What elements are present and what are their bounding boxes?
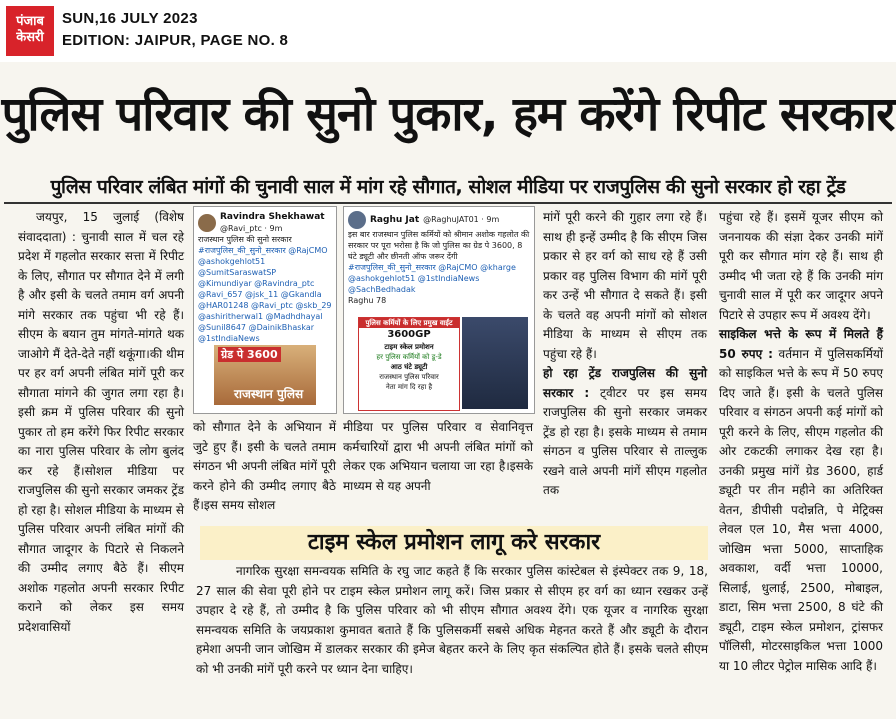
article-column-2 — [193, 418, 336, 516]
tweet-author: Raghu Jat — [370, 215, 420, 225]
article-column-5 — [719, 208, 883, 712]
edition-meta — [62, 8, 288, 52]
tweet-footer: Raghu 78 — [348, 296, 387, 305]
tweet-poster — [358, 317, 460, 411]
avatar — [348, 211, 366, 229]
box-heading: टाइम स्केल प्रमोशन लागू करे सरकार — [200, 526, 708, 560]
grade-pay-label: ग्रेड पे 3600 — [218, 347, 281, 362]
article-column-3 — [343, 418, 533, 516]
tweet-author: Ravindra Shekhawat — [220, 212, 325, 222]
poster-line: नेता मांग दि रहा है — [385, 383, 433, 391]
avatar — [198, 214, 216, 232]
header-bar — [0, 0, 896, 62]
article-column-1 — [18, 208, 184, 712]
article-text: ट्वीटर पर इस समय राजपुलिस की सुनो सरकार जमकर ट्रेंड हो रहा है। इसके माध्यम से तमाम संगठन व पुलिस परिवार से ताल्लुक रखने वाले अपनी मांगें सीएम गहलोत तक — [543, 385, 707, 497]
divider — [4, 202, 892, 204]
tweet-screenshot-1 — [193, 206, 337, 414]
section-subheading: साइकिल भत्ते के रूप में मिलते हैं 50 रुपए : — [719, 327, 883, 361]
tweet-handle: @RaghuJAT01 · 9m — [423, 215, 500, 224]
tweet-photo — [462, 317, 528, 409]
article-column-4 — [543, 208, 707, 518]
box-story — [196, 562, 708, 698]
logo-line-1: पंजाब — [16, 14, 44, 29]
tweet-text: राजस्थान पुलिस की सुनो सरकार — [198, 235, 292, 244]
box-text: नागरिक सुरक्षा समन्वयक समिति के रघु जाट कहते हैं कि सरकार पुलिस कांस्टेबल से इंस्पेक्टर तक 9, 18, 27 साल की सेवा पूरी होने पर टाइम स्केल प्रमोशन लागू करें। जिस प्रकार से सीएम हर वर्ग का ध्यान रखकर उन्हें उपहार दे रहे हैं, तो उम्मीद है कि पुलिस परिवार को भी सीएम सौगात अवश्य देंगे। एक यूजर व नागरिक सुरक्षा समन्वयक समिति के जयप्रकाश कुमावत बताते हैं कि पुलिसकर्मी सबसे अधिक मेहनत करते हैं और ड्यूटी के दौरान हमेशा अपनी जान जोखिम में डालकर सरकार की इमेज बेहतर करने के लिए कृत संकल्पित होते हैं। इसके चलते सीएम को भी उनकी मांगें पूरी करने पर ध्यान देना चाहिए। — [196, 564, 708, 676]
sub-headline: पुलिस परिवार लंबित मांगों की चुनावी साल में मांग रहे सौगात, सोशल मीडिया पर राजपुलिस की सुनो सरकार हो रहा ट्रेंड — [50, 176, 846, 198]
section-subheading: हो रहा ट्रेंड राजपुलिस की सुनो सरकार : — [543, 366, 707, 400]
article-text: वर्तमान में पुलिसकर्मियों को साइकिल भत्ते के रूप में 50 रुपए दिए जाते हैं। इसी के चलते पुलिस परिवार व संगठन अपनी कई मांगों को पूरी करने के लिए, सीएम गहलोत की ओर टकटकी लगाकर देख रहा है। उनकी प्रमुख मांगें ग्रेड 3600, हार्ड ड्यूटी पर तीन महीने का अतिरिक्त वेतन, डीपीसी पदोन्नति, पे मेट्रिक्स लेवल एल 10, मैस भत्ता 4000, जोखिम भत्ता 5000, साप्ताहिक अवकाश, वर्दी भत्ता 10000, सिलाई, धुलाई, 2500, मोबाइल, डाटा, सिम भत्ता 2500, 8 घंटे की ड्यूटी, टाइम स्केल प्रमोशन, ट्रांसफर पॉलिसी, मोटरसाइकिल भत्ता 1000 या 10 लीटर पेट्रोल मासिक आदि हैं। — [719, 346, 883, 673]
page-title: पुलिस परिवार की सुनो पुकार, हम करेंगे रिपीट सरकार — [1, 87, 895, 142]
tweet-tags: #राजपुलिस_की_सुनो_सरकार @RajCMO @kharge @ashokgehlot51 @1stIndiaNews @SachBedhadak — [348, 263, 516, 294]
tweet-screenshot-2 — [343, 206, 535, 414]
article-text: पहुंचा रहे हैं। इसमें यूजर सीएम को जननायक की संज्ञा देकर उनकी मांगें पूरी कर सौगात मांग रहे हैं। साथ ही उम्मीद भी जता रहे हैं कि उनकी मांग चुनावी साल में पूरी कर जादूगर अपने पिटारे से उपहार रूप में अवश्य देंगे। — [719, 210, 883, 322]
tweet-handle: @Ravi_ptc · 9m — [220, 224, 283, 233]
poster-grade: 3600GP — [387, 329, 431, 340]
article-text: मांगें पूरी करने की गुहार लगा रहे हैं। साथ ही इन्हें उम्मीद है कि सीएम जिस प्रकार से हर वर्ग को साध रहे हैं उसी प्रकार वह पुलिस विभाग की मांगें पूरी कर उन्हें भी सौगात दे सकते हैं। इसी के चलते वह अपनी मांगों को सोशल मीडिया के माध्यम से सीएम तक पहुंचा रहे हैं। — [543, 210, 707, 361]
tweet-tags: #राजपुलिस_की_सुनो_सरकार @RajCMO @ashokgehlot51 @SumitSaraswatSP @Kimundiyar @Ravindra_ptc @Ravi_657 @jsk_11 @Gkandla @HAR01248 @Ravi_ptc @skb_29 @ashiritherwal1 @Madhdhayal @Sunil8647 @DainikBhaskar @1stIndiaNews — [198, 246, 332, 343]
photo-caption: राजस्थान पुलिस — [234, 387, 304, 401]
article-text: मीडिया पर पुलिस परिवार व सेवानिवृत्त कर्मचारियों द्वारा भी अपनी लंबित मांगों को लेकर एक अभियान चलाया जा रहा है।इसके माध्यम से यह अपनी — [343, 420, 533, 493]
publication-date: SUN,16 JULY 2023 — [62, 10, 198, 27]
logo-line-2: केसरी — [16, 30, 44, 45]
edition-info: EDITION: JAIPUR, PAGE NO. 8 — [62, 32, 289, 49]
poster-line: आठ घंटे ड्यूटी — [390, 363, 428, 371]
poster-line: राजस्थान पुलिस परिवार — [379, 373, 439, 381]
tweet-text: इस बार राजस्थान पुलिस कर्मियों को श्रीमान अशोक गहलोत की सरकार पर पूरा भरोसा है कि जो पुलिस का ग्रेड पे 3600, 8 घंटे ड्यूटी और छीनती ऑफ जरूर देंगी — [348, 230, 530, 261]
poster-title: पुलिस कर्मियों के लिए प्रमुख वाईंट — [359, 318, 459, 328]
tweet-photo — [214, 345, 316, 405]
punjab-kesari-logo — [6, 6, 54, 56]
article-text: चुनावी साल में चल रहे प्रदेश में गहलोत सरकार सत्ता में रिपीट के लिए, सौगात पर सौगात देने में लगी है और इसी के चलते तमाम वर्ग अपनी मांगे सरकार तक पहुंचा भी रहे हैं। सीएम के बयान तुम मांगते-मांगते थक जाओगे मैं देते-देते नहीं थकूंगा।की थीम पर हर वर्ग अपनी लंबित मांगें पूरी कर सौगाता मांगने की जुगत लगा रहा है। इसी क्रम में पुलिस परिवार की सुनो पुकार तो हम करेंगे फिर रिपीट सरकार का नारा पुलिस परिवार के लोग बुलंद कर रहे हैं।सोशल मीडिया पर राजपुलिस की सुनो सरकार जमकर ट्रेंड हो रहा है। सोशल मीडिया के माध्यम से पुलिस परिवार अपनी लंबित मांगों की सौगात जादूगर के पिटारे से निकलने की उम्मीद लगाए बैठे हैं। सीएम अशोक गहलोत अपनी सरकार रिपीट कराने को लेकर इस समय प्रदेशवासियों — [18, 229, 184, 634]
dateline: जयपुर, 15 जुलाई (विशेष संवाददाता) : — [18, 210, 184, 244]
article-text: को सौगात देने के अभियान में जुटे हुए हैं। इसी के चलते तमाम संगठन भी अपनी लंबित मांगें पूरी करने होने की उम्मीद लगाए बैठे हैं।इस समय सोशल — [193, 420, 336, 512]
poster-line: टाइम स्केल प्रमोशन — [384, 343, 434, 351]
poster-line: हर पुलिस कर्मियों को डू-डे — [376, 353, 442, 361]
